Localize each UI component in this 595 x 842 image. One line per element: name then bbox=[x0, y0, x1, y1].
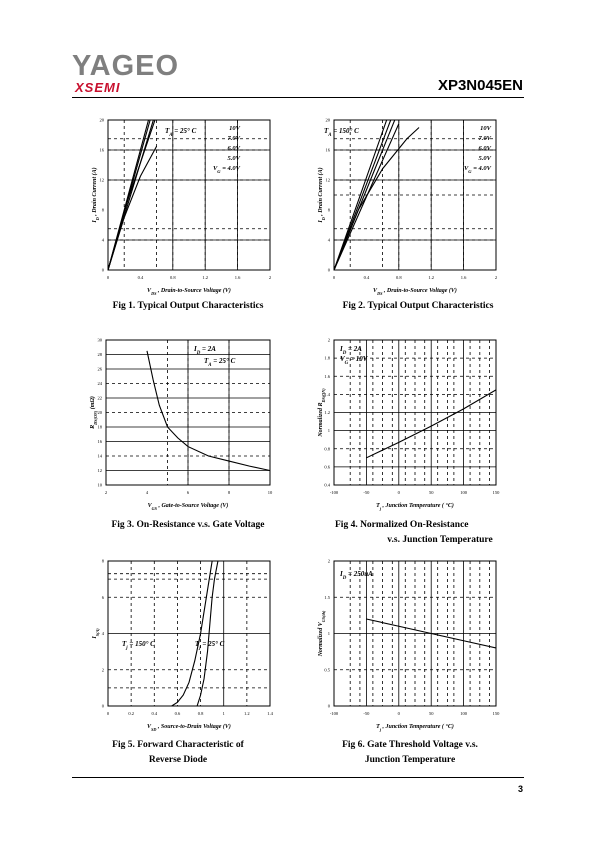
x-axis-label: $V_{SD}$ , Source-to-Drain Voltage (V) bbox=[147, 724, 231, 732]
x-tick-label: 4 bbox=[145, 490, 149, 495]
x-tick-label: 2 bbox=[104, 490, 108, 495]
x-tick-label: 2 bbox=[494, 275, 498, 280]
footer-divider bbox=[72, 777, 524, 778]
x-tick-label: 0.2 bbox=[128, 711, 134, 716]
y-tick-label: 1.6 bbox=[324, 373, 330, 379]
x-tick-label: -50 bbox=[363, 490, 370, 495]
x-tick-label: 0 bbox=[106, 711, 110, 716]
y-tick-label: 26 bbox=[97, 366, 102, 372]
y-tick-label: 20 bbox=[325, 117, 330, 123]
plot-frame bbox=[108, 120, 270, 270]
logo-subbrand: XSEMI bbox=[75, 80, 121, 95]
y-tick-label: 1.5 bbox=[324, 594, 330, 600]
x-tick-label: 0.8 bbox=[169, 275, 176, 280]
y-tick-label: 12 bbox=[97, 468, 102, 473]
y-tick-label: 0.6 bbox=[324, 464, 330, 470]
y-tick-label: 0.5 bbox=[324, 667, 330, 673]
y-tick-label: 24 bbox=[97, 381, 102, 386]
y-tick-label: 8 bbox=[101, 207, 104, 213]
y-tick-label: 20 bbox=[99, 117, 104, 123]
y-tick-label: 4 bbox=[327, 237, 330, 243]
legend-entry: $V_G = 4.0V$ bbox=[212, 165, 240, 174]
y-tick-label: 10 bbox=[97, 482, 102, 488]
part-number: XP3N045EN bbox=[437, 77, 523, 94]
y-axis-label: $R_{DS(ON)}$ (mΩ) bbox=[90, 396, 98, 429]
x-tick-label: 1.4 bbox=[267, 711, 273, 716]
y-tick-label: 1.8 bbox=[324, 355, 330, 361]
legend-entry: 5.0V bbox=[478, 155, 491, 162]
y-tick-label: 4 bbox=[101, 237, 104, 243]
x-tick-label: 1.2 bbox=[428, 275, 435, 280]
annotation-text: $T_A = 25^\circ$ C bbox=[204, 357, 236, 368]
x-tick-label: 0.4 bbox=[137, 275, 144, 280]
x-tick-label: 0.6 bbox=[174, 711, 181, 716]
x-tick-label: 0.8 bbox=[395, 275, 402, 280]
legend-entry: 7.0V bbox=[478, 135, 491, 142]
caption-fig4: Fig 4. Normalized On-Resistance v.s. Junction Temperature bbox=[335, 520, 493, 545]
y-tick-label: 6 bbox=[101, 594, 104, 600]
chart-fig3-rdson-vs-vgs bbox=[84, 335, 290, 515]
chart-fig2-output-150c bbox=[316, 115, 516, 295]
y-axis-label: Normalized $R_{DS(ON)}$ bbox=[318, 388, 326, 437]
x-tick-label: 0 bbox=[332, 275, 336, 280]
page-number: 3 bbox=[517, 784, 523, 794]
y-tick-label: 0.8 bbox=[324, 446, 330, 452]
x-tick-label: 1.2 bbox=[244, 711, 250, 716]
x-axis-label: $V_{DS}$ , Drain-to-Source Voltage (V) bbox=[373, 288, 457, 296]
legend-entry: $V_G = 4.0V$ bbox=[463, 165, 491, 174]
y-tick-label: 16 bbox=[97, 439, 102, 444]
caption-fig5: Fig 5. Forward Characteristic of Reverse Diode bbox=[112, 740, 244, 765]
y-tick-label: 8 bbox=[101, 558, 104, 564]
x-tick-label: 50 bbox=[428, 490, 434, 495]
caption-fig2: Fig 2. Typical Output Characteristics bbox=[342, 301, 494, 311]
legend-entry: 10V bbox=[480, 125, 491, 132]
x-tick-label: 50 bbox=[428, 711, 434, 716]
annotation-text: $T_j = 25^\circ$ C bbox=[195, 640, 225, 651]
x-tick-label: -100 bbox=[329, 490, 339, 495]
x-tick-label: 1.2 bbox=[202, 275, 209, 280]
y-tick-label: 16 bbox=[99, 147, 104, 153]
legend-entry: 7.0V bbox=[227, 135, 240, 142]
y-axis-label: $I_{S(A)}$ bbox=[92, 628, 100, 639]
y-tick-label: 22 bbox=[97, 395, 102, 401]
caption-fig3: Fig 3. On-Resistance v.s. Gate Voltage bbox=[111, 520, 265, 530]
y-tick-label: 16 bbox=[325, 147, 330, 153]
legend-entry: 10V bbox=[229, 125, 240, 132]
y-tick-label: 1.2 bbox=[324, 410, 330, 415]
x-tick-label: 100 bbox=[460, 711, 467, 716]
chart-fig4-norm-rdson-vs-tj bbox=[316, 335, 516, 515]
y-tick-label: 20 bbox=[97, 410, 102, 415]
logo-wordmark: YAGEO bbox=[72, 50, 180, 82]
y-tick-label: 28 bbox=[97, 352, 102, 357]
y-tick-label: 14 bbox=[97, 453, 102, 459]
legend-entry: 6.0V bbox=[478, 145, 491, 152]
chart-fig1-output-25c bbox=[90, 115, 290, 295]
y-tick-label: 1 bbox=[327, 428, 330, 434]
y-tick-label: 8 bbox=[327, 207, 330, 213]
x-axis-label: $V_{DS}$ , Drain-to-Source Voltage (V) bbox=[147, 288, 231, 296]
x-tick-label: 1.6 bbox=[234, 275, 241, 280]
series-line-5 bbox=[108, 146, 157, 270]
y-tick-label: 0 bbox=[101, 267, 104, 273]
x-tick-label: -50 bbox=[363, 711, 370, 716]
annotation-text: $I_D = 2A$ bbox=[340, 345, 362, 356]
caption-fig6: Fig 6. Gate Threshold Voltage v.s. Junction Temperature bbox=[342, 740, 478, 765]
y-tick-label: 2 bbox=[327, 337, 330, 343]
x-tick-label: 2 bbox=[268, 275, 272, 280]
x-tick-label: 0.4 bbox=[151, 711, 158, 716]
y-tick-label: 2 bbox=[327, 558, 330, 564]
y-tick-label: 2 bbox=[101, 667, 104, 673]
y-tick-label: 4 bbox=[101, 631, 104, 636]
chart-fig6-vth-vs-tj bbox=[316, 556, 516, 736]
annotation-text: $T_A = 150^\circ$ C bbox=[324, 127, 359, 138]
x-tick-label: 6 bbox=[186, 490, 190, 495]
y-tick-label: 12 bbox=[325, 177, 330, 183]
x-tick-label: 8 bbox=[227, 490, 231, 495]
annotation-text: $T_j = 150^\circ$ C bbox=[122, 640, 155, 651]
y-tick-label: 1 bbox=[327, 631, 330, 636]
legend-entry: 6.0V bbox=[227, 145, 240, 152]
x-tick-label: 1 bbox=[222, 711, 225, 716]
annotation-text: $I_D = 2A$ bbox=[194, 345, 216, 356]
annotation-text: $I_D = 250uA$ bbox=[340, 570, 373, 581]
x-axis-label: $V_{GS}$ , Gate-to-Source Voltage (V) bbox=[147, 503, 229, 511]
y-tick-label: 1.4 bbox=[324, 391, 330, 397]
annotation-text: $V_G = 10V$ bbox=[340, 355, 368, 366]
y-axis-label: $I_D$ , Drain Current (A) bbox=[318, 167, 326, 223]
y-tick-label: 0.4 bbox=[324, 482, 330, 488]
y-tick-label: 12 bbox=[99, 177, 104, 183]
y-axis-label: Normalized $V_{GS(th)}$ bbox=[318, 610, 326, 657]
x-tick-label: 100 bbox=[460, 490, 467, 495]
x-tick-label: 150 bbox=[492, 711, 500, 716]
y-axis-label: $I_D$ , Drain Current (A) bbox=[92, 167, 100, 223]
x-tick-label: 0.4 bbox=[363, 275, 370, 280]
header-divider bbox=[72, 97, 524, 98]
annotation-text: $T_A = 25^\circ$ C bbox=[165, 127, 197, 138]
chart-fig5-diode-forward bbox=[90, 556, 290, 736]
y-tick-label: 0 bbox=[327, 703, 330, 709]
x-axis-label: $T_j$ , Junction Temperature ( °C) bbox=[376, 724, 454, 732]
legend-entry: 5.0V bbox=[227, 155, 240, 162]
x-tick-label: 0 bbox=[106, 275, 110, 280]
x-tick-label: -100 bbox=[329, 711, 339, 716]
x-tick-label: 1.6 bbox=[460, 275, 467, 280]
y-tick-label: 0 bbox=[101, 703, 104, 709]
y-tick-label: 30 bbox=[97, 337, 102, 343]
caption-fig1: Fig 1. Typical Output Characteristics bbox=[112, 301, 264, 311]
x-tick-label: 0.8 bbox=[197, 711, 204, 716]
x-tick-label: 10 bbox=[267, 490, 273, 495]
x-tick-label: 0 bbox=[397, 490, 400, 495]
y-tick-label: 0 bbox=[327, 267, 330, 273]
x-axis-label: $T_j$ , Junction Temperature ( °C) bbox=[376, 503, 454, 511]
y-tick-label: 18 bbox=[97, 424, 102, 430]
x-tick-label: 0 bbox=[397, 711, 400, 716]
x-tick-label: 150 bbox=[492, 490, 500, 495]
